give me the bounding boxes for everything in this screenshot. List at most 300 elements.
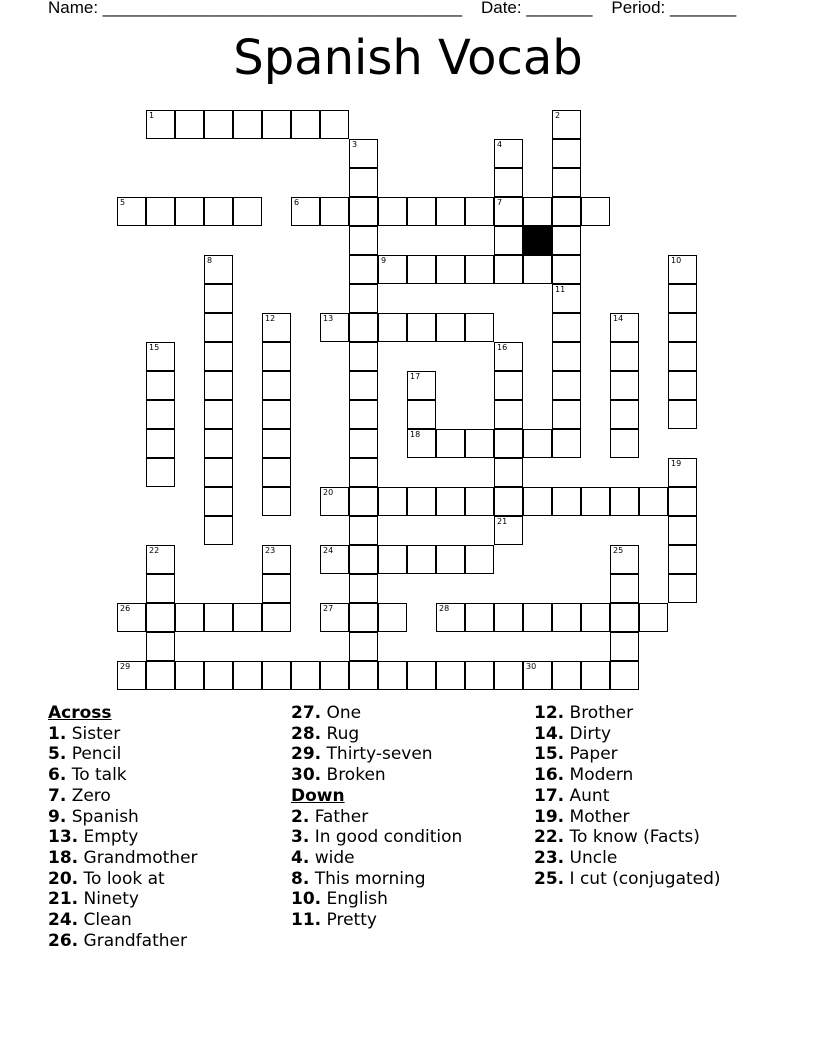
crossword-cell[interactable] — [668, 458, 697, 487]
crossword-cell[interactable] — [349, 255, 378, 284]
crossword-cell[interactable] — [436, 255, 465, 284]
crossword-cell[interactable] — [378, 197, 407, 226]
clue-text: Rug — [321, 723, 360, 744]
clue-text: Aunt — [564, 785, 610, 806]
crossword-cell[interactable] — [146, 429, 175, 458]
clue-item — [534, 724, 721, 745]
crossword-cell[interactable] — [146, 574, 175, 603]
clue-text: Uncle — [564, 847, 618, 868]
crossword-cell[interactable] — [175, 197, 204, 226]
crossword-cell[interactable] — [349, 342, 378, 371]
clue-number: 20 — [323, 488, 334, 497]
clue-number: 16 — [497, 343, 508, 352]
crossword-cell[interactable] — [407, 197, 436, 226]
crossword-cell[interactable] — [494, 603, 523, 632]
crossword-cell[interactable] — [146, 545, 175, 574]
crossword-cell[interactable] — [233, 603, 262, 632]
clue-number: 12 — [265, 314, 276, 323]
clue-text: Father — [309, 806, 369, 827]
clue-text: To talk — [66, 765, 127, 786]
clue-text: Spanish — [66, 806, 139, 827]
clue-item — [48, 889, 198, 910]
crossword-cell[interactable] — [465, 661, 494, 690]
crossword-cell[interactable] — [523, 603, 552, 632]
clue-item — [534, 703, 721, 724]
crossword-cell[interactable] — [349, 226, 378, 255]
clue-item — [48, 724, 198, 745]
crossword-cell[interactable] — [523, 487, 552, 516]
crossword-cell[interactable] — [117, 661, 146, 690]
crossword-cell[interactable] — [146, 632, 175, 661]
clue-number-label: 25. — [534, 868, 565, 889]
crossword-cell[interactable] — [378, 487, 407, 516]
crossword-cell[interactable] — [349, 139, 378, 168]
clue-number-label: 6. — [48, 765, 67, 786]
crossword-cell[interactable] — [262, 458, 291, 487]
clue-number: 22 — [149, 546, 160, 555]
clue-number: 25 — [613, 546, 624, 555]
clue-number-label: 24. — [48, 910, 79, 931]
crossword-cell[interactable] — [668, 313, 697, 342]
clue-number: 4 — [497, 140, 503, 149]
crossword-cell[interactable] — [668, 342, 697, 371]
crossword-cell[interactable] — [204, 400, 233, 429]
clue-number-label: 9. — [48, 806, 67, 827]
crossword-cell[interactable] — [175, 661, 204, 690]
crossword-cell[interactable] — [494, 487, 523, 516]
clue-text: Pencil — [66, 744, 122, 765]
crossword-cell[interactable] — [378, 661, 407, 690]
crossword-cell[interactable] — [523, 429, 552, 458]
crossword-cell[interactable] — [262, 342, 291, 371]
clue-item — [291, 765, 462, 786]
crossword-cell[interactable] — [146, 458, 175, 487]
crossword-cell[interactable] — [378, 603, 407, 632]
crossword-cell[interactable] — [552, 255, 581, 284]
clue-number: 15 — [149, 343, 160, 352]
crossword-cell[interactable] — [204, 284, 233, 313]
crossword-cell[interactable] — [146, 342, 175, 371]
shaded-cell — [523, 226, 552, 255]
crossword-cell[interactable] — [465, 255, 494, 284]
clue-text: Modern — [564, 765, 634, 786]
crossword-cell[interactable] — [117, 603, 146, 632]
clue-number: 9 — [381, 256, 387, 265]
crossword-cell[interactable] — [204, 371, 233, 400]
clue-item — [291, 910, 462, 931]
clue-number: 6 — [294, 198, 300, 207]
crossword-cell[interactable] — [494, 400, 523, 429]
clue-number: 28 — [439, 604, 450, 613]
clue-number-label: 8. — [291, 868, 310, 889]
crossword-cell[interactable] — [320, 545, 349, 574]
crossword-cell[interactable] — [610, 632, 639, 661]
clue-item — [48, 910, 198, 931]
clue-number-label: 22. — [534, 827, 565, 848]
clue-text: Pretty — [321, 910, 377, 931]
clue-number-label: 4. — [291, 847, 310, 868]
crossword-cell[interactable] — [552, 603, 581, 632]
crossword-cell[interactable] — [552, 226, 581, 255]
clue-number-label: 27. — [291, 703, 322, 723]
crossword-cell[interactable] — [552, 661, 581, 690]
clue-number: 7 — [497, 198, 503, 207]
crossword-cell[interactable] — [146, 603, 175, 632]
crossword-cell[interactable] — [320, 661, 349, 690]
clue-number-label: 29. — [291, 744, 322, 765]
clues-column-3 — [534, 703, 721, 889]
clue-number: 19 — [671, 459, 682, 468]
clue-number-label: 16. — [534, 765, 565, 786]
crossword-cell[interactable] — [320, 487, 349, 516]
crossword-cell[interactable] — [668, 371, 697, 400]
crossword-cell[interactable] — [349, 516, 378, 545]
crossword-cell[interactable] — [320, 197, 349, 226]
clue-text: Broken — [321, 765, 386, 786]
clue-number: 17 — [410, 372, 421, 381]
crossword-cell[interactable] — [552, 371, 581, 400]
clue-item — [291, 744, 462, 765]
clue-number: 21 — [497, 517, 508, 526]
crossword-cell[interactable] — [552, 487, 581, 516]
crossword-cell[interactable] — [552, 400, 581, 429]
clue-text: To look at — [78, 868, 165, 889]
clue-number-label: 15. — [534, 744, 565, 765]
crossword-cell[interactable] — [552, 284, 581, 313]
crossword-cell[interactable] — [262, 371, 291, 400]
crossword-cell[interactable] — [639, 603, 668, 632]
crossword-cell[interactable] — [523, 197, 552, 226]
crossword-cell[interactable] — [465, 313, 494, 342]
clue-number-label: 23. — [534, 847, 565, 868]
crossword-cell[interactable] — [349, 574, 378, 603]
crossword-cell[interactable] — [610, 603, 639, 632]
clue-number-label: 11. — [291, 910, 322, 931]
across-continued-list — [291, 703, 462, 786]
crossword-cell[interactable] — [146, 400, 175, 429]
clue-text: Thirty-seven — [321, 744, 433, 765]
page-title: Spanish Vocab — [233, 30, 583, 86]
clue-number-label: 5. — [48, 744, 67, 765]
crossword-cell[interactable] — [552, 168, 581, 197]
crossword-cell[interactable] — [494, 139, 523, 168]
crossword-cell[interactable] — [610, 371, 639, 400]
crossword-cell[interactable] — [668, 400, 697, 429]
crossword-cell[interactable] — [436, 197, 465, 226]
clue-text: Sister — [66, 723, 121, 744]
crossword-cell[interactable] — [262, 574, 291, 603]
down-heading: Down — [291, 785, 345, 806]
crossword-cell[interactable] — [610, 400, 639, 429]
crossword-cell[interactable] — [610, 342, 639, 371]
crossword-cell[interactable] — [639, 487, 668, 516]
worksheet-header: Name: ______________________________________ Date: _______ Period: _______ — [48, 0, 737, 17]
clue-text: In good condition — [309, 827, 463, 848]
crossword-cell[interactable] — [349, 487, 378, 516]
clue-number: 30 — [526, 662, 537, 671]
crossword-cell[interactable] — [436, 429, 465, 458]
crossword-cell[interactable] — [233, 110, 262, 139]
clue-number-label: 20. — [48, 868, 79, 889]
crossword-cell[interactable] — [668, 284, 697, 313]
crossword-cell[interactable] — [610, 661, 639, 690]
crossword-cell[interactable] — [552, 139, 581, 168]
crossword-cell[interactable] — [407, 429, 436, 458]
crossword-cell[interactable] — [436, 313, 465, 342]
clue-number-label: 30. — [291, 765, 322, 786]
clue-item — [534, 869, 721, 890]
clue-item — [48, 807, 198, 828]
crossword-cell[interactable] — [349, 168, 378, 197]
crossword-cell[interactable] — [378, 313, 407, 342]
crossword-cell[interactable] — [407, 400, 436, 429]
crossword-cell[interactable] — [610, 545, 639, 574]
crossword-cell[interactable] — [552, 197, 581, 226]
clue-text: Zero — [66, 785, 111, 806]
crossword-cell[interactable] — [668, 487, 697, 516]
crossword-cell[interactable] — [378, 255, 407, 284]
crossword-cell[interactable] — [320, 110, 349, 139]
crossword-cell[interactable] — [610, 429, 639, 458]
crossword-cell[interactable] — [262, 487, 291, 516]
crossword-cell[interactable] — [349, 371, 378, 400]
crossword-cell[interactable] — [320, 603, 349, 632]
clue-text: Grandfather — [78, 930, 187, 951]
clue-number: 27 — [323, 604, 334, 613]
crossword-cell[interactable] — [204, 458, 233, 487]
clue-item — [291, 724, 462, 745]
clue-number: 24 — [323, 546, 334, 555]
crossword-cell[interactable] — [204, 313, 233, 342]
crossword-cell[interactable] — [581, 603, 610, 632]
crossword-cell[interactable] — [494, 661, 523, 690]
clue-number-label: 7. — [48, 785, 67, 806]
clue-number-label: 1. — [48, 723, 67, 744]
crossword-cell[interactable] — [552, 110, 581, 139]
crossword-cell[interactable] — [349, 313, 378, 342]
clue-text: Mother — [564, 806, 630, 827]
crossword-cell[interactable] — [552, 429, 581, 458]
crossword-cell[interactable] — [349, 458, 378, 487]
crossword-cell[interactable] — [262, 603, 291, 632]
clue-item — [534, 786, 721, 807]
clue-text: This morning — [309, 868, 426, 889]
clue-number-label: 28. — [291, 723, 322, 744]
crossword-cell[interactable] — [204, 516, 233, 545]
crossword-cell[interactable] — [262, 429, 291, 458]
crossword-cell[interactable] — [552, 342, 581, 371]
crossword-cell[interactable] — [262, 400, 291, 429]
down-list — [291, 807, 462, 931]
crossword-cell[interactable] — [465, 603, 494, 632]
crossword-cell[interactable] — [407, 313, 436, 342]
clue-item — [48, 786, 198, 807]
crossword-cell[interactable] — [262, 110, 291, 139]
crossword-cell[interactable] — [262, 545, 291, 574]
crossword-cell[interactable] — [581, 661, 610, 690]
clue-text: Grandmother — [78, 847, 198, 868]
crossword-cell[interactable] — [175, 603, 204, 632]
crossword-cell[interactable] — [146, 197, 175, 226]
crossword-cell[interactable] — [262, 661, 291, 690]
crossword-cell[interactable] — [494, 168, 523, 197]
crossword-cell[interactable] — [233, 661, 262, 690]
crossword-cell[interactable] — [465, 429, 494, 458]
crossword-cell[interactable] — [291, 197, 320, 226]
crossword-cell[interactable] — [175, 110, 204, 139]
across-clues-column — [48, 703, 198, 951]
crossword-cell[interactable] — [204, 255, 233, 284]
clue-number: 1 — [149, 111, 155, 120]
crossword-cell[interactable] — [494, 255, 523, 284]
crossword-cell[interactable] — [407, 255, 436, 284]
crossword-cell[interactable] — [204, 197, 233, 226]
across-list — [48, 724, 198, 952]
crossword-cell[interactable] — [349, 603, 378, 632]
crossword-cell[interactable] — [349, 400, 378, 429]
across-heading: Across — [48, 703, 112, 723]
crossword-cell[interactable] — [291, 661, 320, 690]
clue-number: 10 — [671, 256, 682, 265]
crossword-cell[interactable] — [610, 487, 639, 516]
clues-column-2 — [291, 703, 462, 931]
crossword-cell[interactable] — [436, 487, 465, 516]
crossword-cell[interactable] — [494, 516, 523, 545]
crossword-cell[interactable] — [349, 197, 378, 226]
clue-number: 2 — [555, 111, 561, 120]
clue-number-label: 12. — [534, 703, 565, 723]
crossword-cell[interactable] — [465, 487, 494, 516]
clue-number: 26 — [120, 604, 131, 613]
crossword-cell[interactable] — [494, 371, 523, 400]
clue-item — [291, 703, 462, 724]
crossword-cell[interactable] — [668, 516, 697, 545]
crossword-cell[interactable] — [146, 661, 175, 690]
clue-item — [48, 869, 198, 890]
clue-text: Paper — [564, 744, 618, 765]
crossword-cell[interactable] — [262, 313, 291, 342]
down-continued-list — [534, 703, 721, 889]
clue-item — [48, 848, 198, 869]
clue-item — [534, 807, 721, 828]
clue-item — [291, 889, 462, 910]
crossword-cell[interactable] — [668, 574, 697, 603]
clue-number: 11 — [555, 285, 566, 294]
clue-text: To know (Facts) — [564, 827, 700, 848]
crossword-cell[interactable] — [465, 545, 494, 574]
crossword-cell[interactable] — [407, 545, 436, 574]
clue-text: wide — [309, 847, 355, 868]
crossword-cell[interactable] — [407, 661, 436, 690]
clue-number-label: 14. — [534, 723, 565, 744]
crossword-cell[interactable] — [204, 342, 233, 371]
clue-item — [291, 807, 462, 828]
clue-number-label: 3. — [291, 827, 310, 848]
crossword-cell[interactable] — [349, 429, 378, 458]
crossword-cell[interactable] — [204, 487, 233, 516]
clue-number: 23 — [265, 546, 276, 555]
crossword-cell[interactable] — [291, 110, 320, 139]
clue-number-label: 2. — [291, 806, 310, 827]
crossword-cell[interactable] — [146, 110, 175, 139]
crossword-cell[interactable] — [117, 197, 146, 226]
crossword-cell[interactable] — [465, 197, 494, 226]
crossword-cell[interactable] — [552, 313, 581, 342]
clue-item — [48, 765, 198, 786]
crossword-cell[interactable] — [494, 458, 523, 487]
crossword-cell[interactable] — [407, 487, 436, 516]
crossword-cell[interactable] — [204, 429, 233, 458]
crossword-cell[interactable] — [204, 110, 233, 139]
clue-text: Ninety — [78, 889, 139, 910]
clue-item — [291, 869, 462, 890]
crossword-cell[interactable] — [378, 545, 407, 574]
crossword-cell[interactable] — [494, 342, 523, 371]
clue-item — [48, 827, 198, 848]
clue-number: 13 — [323, 314, 334, 323]
crossword-cell[interactable] — [349, 632, 378, 661]
crossword-cell[interactable] — [668, 255, 697, 284]
clue-number: 8 — [207, 256, 213, 265]
clue-number: 3 — [352, 140, 358, 149]
crossword-cell[interactable] — [146, 371, 175, 400]
crossword-cell[interactable] — [349, 545, 378, 574]
crossword-cell[interactable] — [320, 313, 349, 342]
clue-text: Brother — [564, 703, 634, 723]
crossword-cell[interactable] — [610, 574, 639, 603]
clue-item — [291, 848, 462, 869]
clue-number: 29 — [120, 662, 131, 671]
clue-number-label: 26. — [48, 930, 79, 951]
clue-number-label: 18. — [48, 847, 79, 868]
clue-item — [48, 931, 198, 952]
clue-item — [534, 765, 721, 786]
clue-text: One — [321, 703, 362, 723]
clue-number: 18 — [410, 430, 421, 439]
crossword-cell[interactable] — [581, 197, 610, 226]
crossword-cell[interactable] — [494, 429, 523, 458]
clue-text: English — [321, 889, 388, 910]
clue-text: Clean — [78, 910, 132, 931]
clue-item — [534, 827, 721, 848]
clue-text: I cut (conjugated) — [564, 868, 721, 889]
crossword-cell[interactable] — [204, 661, 233, 690]
crossword-cell[interactable] — [436, 545, 465, 574]
clue-number-label: 13. — [48, 827, 79, 848]
crossword-cell[interactable] — [436, 661, 465, 690]
crossword-cell[interactable] — [523, 661, 552, 690]
clue-item — [534, 744, 721, 765]
crossword-cell[interactable] — [349, 284, 378, 313]
crossword-cell[interactable] — [494, 197, 523, 226]
clue-number: 14 — [613, 314, 624, 323]
crossword-cell[interactable] — [407, 371, 436, 400]
clue-item — [48, 744, 198, 765]
clue-item — [534, 848, 721, 869]
clue-number-label: 21. — [48, 889, 79, 910]
crossword-cell[interactable] — [349, 661, 378, 690]
crossword-cell[interactable] — [204, 603, 233, 632]
clue-number-label: 10. — [291, 889, 322, 910]
crossword-cell[interactable] — [610, 313, 639, 342]
crossword-cell[interactable] — [668, 545, 697, 574]
clue-number-label: 19. — [534, 806, 565, 827]
crossword-cell[interactable] — [436, 603, 465, 632]
crossword-cell[interactable] — [494, 226, 523, 255]
crossword-cell[interactable] — [581, 487, 610, 516]
crossword-cell[interactable] — [233, 197, 262, 226]
crossword-cell[interactable] — [523, 255, 552, 284]
